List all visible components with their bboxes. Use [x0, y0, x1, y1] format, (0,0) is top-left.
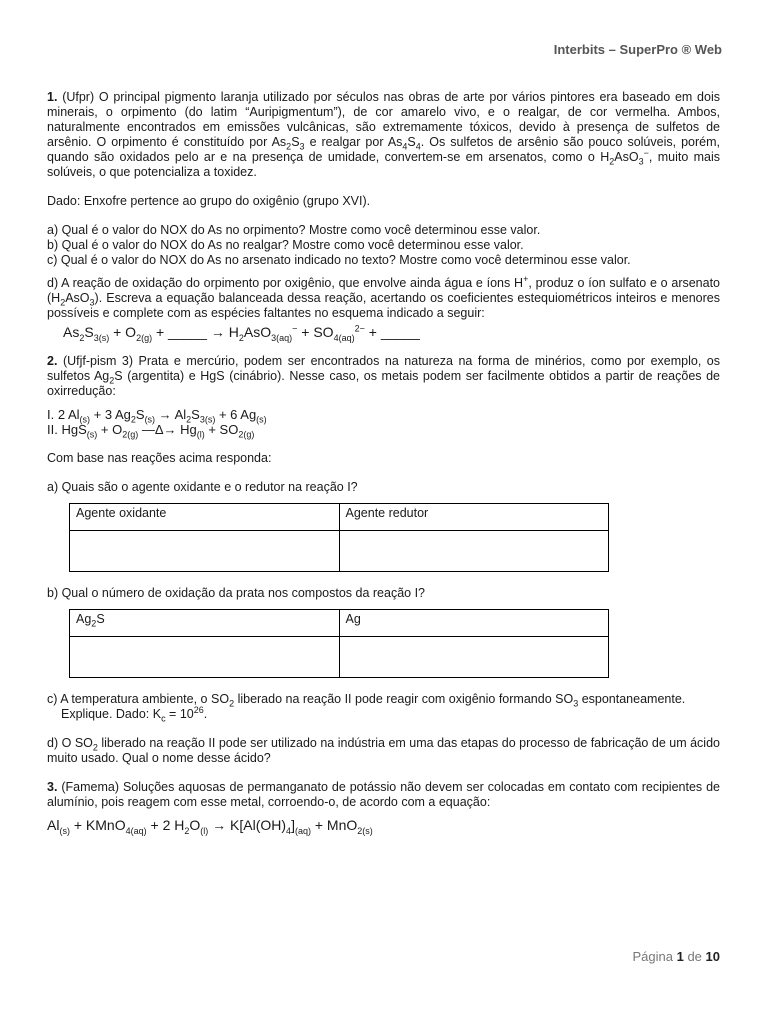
q1-number: 1.: [47, 90, 58, 104]
formula-hgs: HgS: [200, 369, 225, 383]
q2-reaction-ii: II. $HgS_{(s)} + O_{2(g)}$ —Δ→ $Hg_{(l)} + SO_{2(g)}$: [47, 422, 255, 440]
q2-item-a: a) Quais são o agente oxidante e o redutor na reação I?: [47, 480, 358, 494]
formula-as2s3: $As_2S_3$: [271, 135, 305, 152]
q1-equation: $As_2S_{3(s)} + O_{2(g)}$ + _____ → $H_2AsO_{3(aq)}^- + SO_{4(aq)}^{2-}$ + _____: [63, 323, 420, 343]
formula-h2aso3-paren: $(H_2AsO_3)$.: [47, 291, 103, 308]
q1-item-d: d) A reação de oxidação do orpimento por oxigênio, que envolve ainda água e íons H+, produz o íon sulfato e o arsenato $(H_2AsO_3)$. Escreva a equação balanceada dessa reação, acertando os coeficientes estequiométricos inteiros e menores possíveis e complete com as espécies faltantes no esquema indicado a seguir:: [47, 273, 721, 320]
q1-item-b: b) Qual é o valor do NOX do As no realgar? Mostre como você determinou esse valor.: [47, 238, 524, 252]
table-header-redutor: Agente redutor: [339, 504, 609, 531]
q2-item-c: c) A temperatura ambiente, o $SO_2$ liberado na reação II pode reagir com oxigênio formando $SO_3$ espontaneamente.: [47, 692, 686, 709]
q1-item-a: a) Qual é o valor do NOX do As no orpimento? Mostre como você determinou esse valor.: [47, 223, 541, 237]
answer-cell-oxidante[interactable]: [70, 531, 340, 572]
formula-so2-d: $SO_2$: [74, 736, 98, 753]
q1-intro: 1. (Ufpr) O principal pigmento laranja utilizado por séculos nas obras de arte por vários pintores era baseado em dois minerais, o orpimento (do latim “Auripigmentum”), de cor amarelo vivo, e o realgar, de cor vermelha. Ambos, naturalmente encontrados em emissões vulcânicas, são extremamente tóxicos, devido à presença de sulfetos de arsênio. O orpimento é constituído por $As_2S_3$ e realgar por $As_4S_4$. Os sulfetos de arsênio são pouco solúveis, porém, quando são oxidados pelo ar e na presença de umidade, convertem-se em arsenatos, como o $H_2AsO_3^-$, muito mais solúveis, o que potencializa a toxidez.: [47, 90, 720, 179]
page-footer: Página 1 de 10: [632, 949, 720, 964]
answer-cell-ag[interactable]: [339, 637, 609, 678]
answer-table-nox: [69, 609, 609, 678]
table-header-oxidante: Agente oxidante: [70, 504, 340, 531]
q2-item-b: b) Qual o número de oxidação da prata nos compostos da reação I?: [47, 586, 426, 600]
formula-ag2s: $Ag_2S$: [93, 369, 123, 386]
q2-reaction-i: I. 2 $Al_{(s)} + 3$ $Ag_2S_{(s)} \to Al_2S_{3(s)} + 6$ $Ag_{(s)}$: [47, 407, 267, 425]
document-body: [47, 90, 721, 836]
formula-h-plus: H+,: [514, 273, 532, 290]
q3-equation: $Al_{(s)}$ + KMnO$_{4(aq)}$ + 2 $H_2O_{(l)} \to K[Al(OH)_4]_{(aq)} + MnO_{2(s)}$: [47, 817, 373, 836]
q2-item-d: d) O $SO_2$ liberado na reação II pode ser utilizado na indústria em uma das etapas do processo de fabricação de um ácido muito usado. Qual o nome desse ácido?: [47, 736, 720, 765]
q2-number: 2.: [47, 354, 58, 368]
q3-intro: 3. (Famema) Soluções aquosas de permanganato de potássio não devem ser colocadas em contato com recipientes de alumínio, pois reagem com esse metal, corroendo-o, de acordo com a equação:: [47, 780, 720, 809]
formula-h2aso3: $H_2AsO_3^-$,: [600, 147, 653, 167]
answer-cell-ag2s[interactable]: [70, 637, 340, 678]
table-header-ag2s: $Ag_2S$: [70, 610, 340, 637]
q1-item-c: c) Qual é o valor do NOX do As no arsenato indicado no texto? Mostre como você determinou esse valor.: [47, 253, 631, 267]
q3-number: 3.: [47, 780, 58, 794]
table-header-ag: Ag: [339, 610, 609, 637]
total-pages: 10: [705, 949, 720, 964]
q1-dado: Dado: Enxofre pertence ao grupo do oxigênio (grupo XVI).: [47, 194, 371, 208]
formula-as4s4: $As_4S_4$.: [387, 135, 425, 152]
answer-cell-redutor[interactable]: [339, 531, 609, 572]
formula-so3: $SO_3$: [555, 692, 579, 709]
q2-base: Com base nas reações acima responda:: [47, 451, 272, 465]
formula-so2: $SO_2$: [211, 692, 235, 709]
answer-table-agents: [69, 503, 609, 572]
page-header: Interbits – SuperPro ® Web: [553, 42, 722, 57]
current-page: 1: [676, 949, 684, 964]
q2-item-c-dado: Explique. Dado: $K_c = 10^{26}$.: [61, 704, 208, 724]
q2-intro: 2. (Ufjf-pism 3) Prata e mercúrio, podem ser encontrados na natureza na forma de minérios, como por exemplo, os sulfetos $Ag_2S$ (argentita) e HgS (cinábrio). Nesse caso, os metais podem ser facilmente obtidos a partir de reações de oxirredução:: [47, 354, 720, 398]
